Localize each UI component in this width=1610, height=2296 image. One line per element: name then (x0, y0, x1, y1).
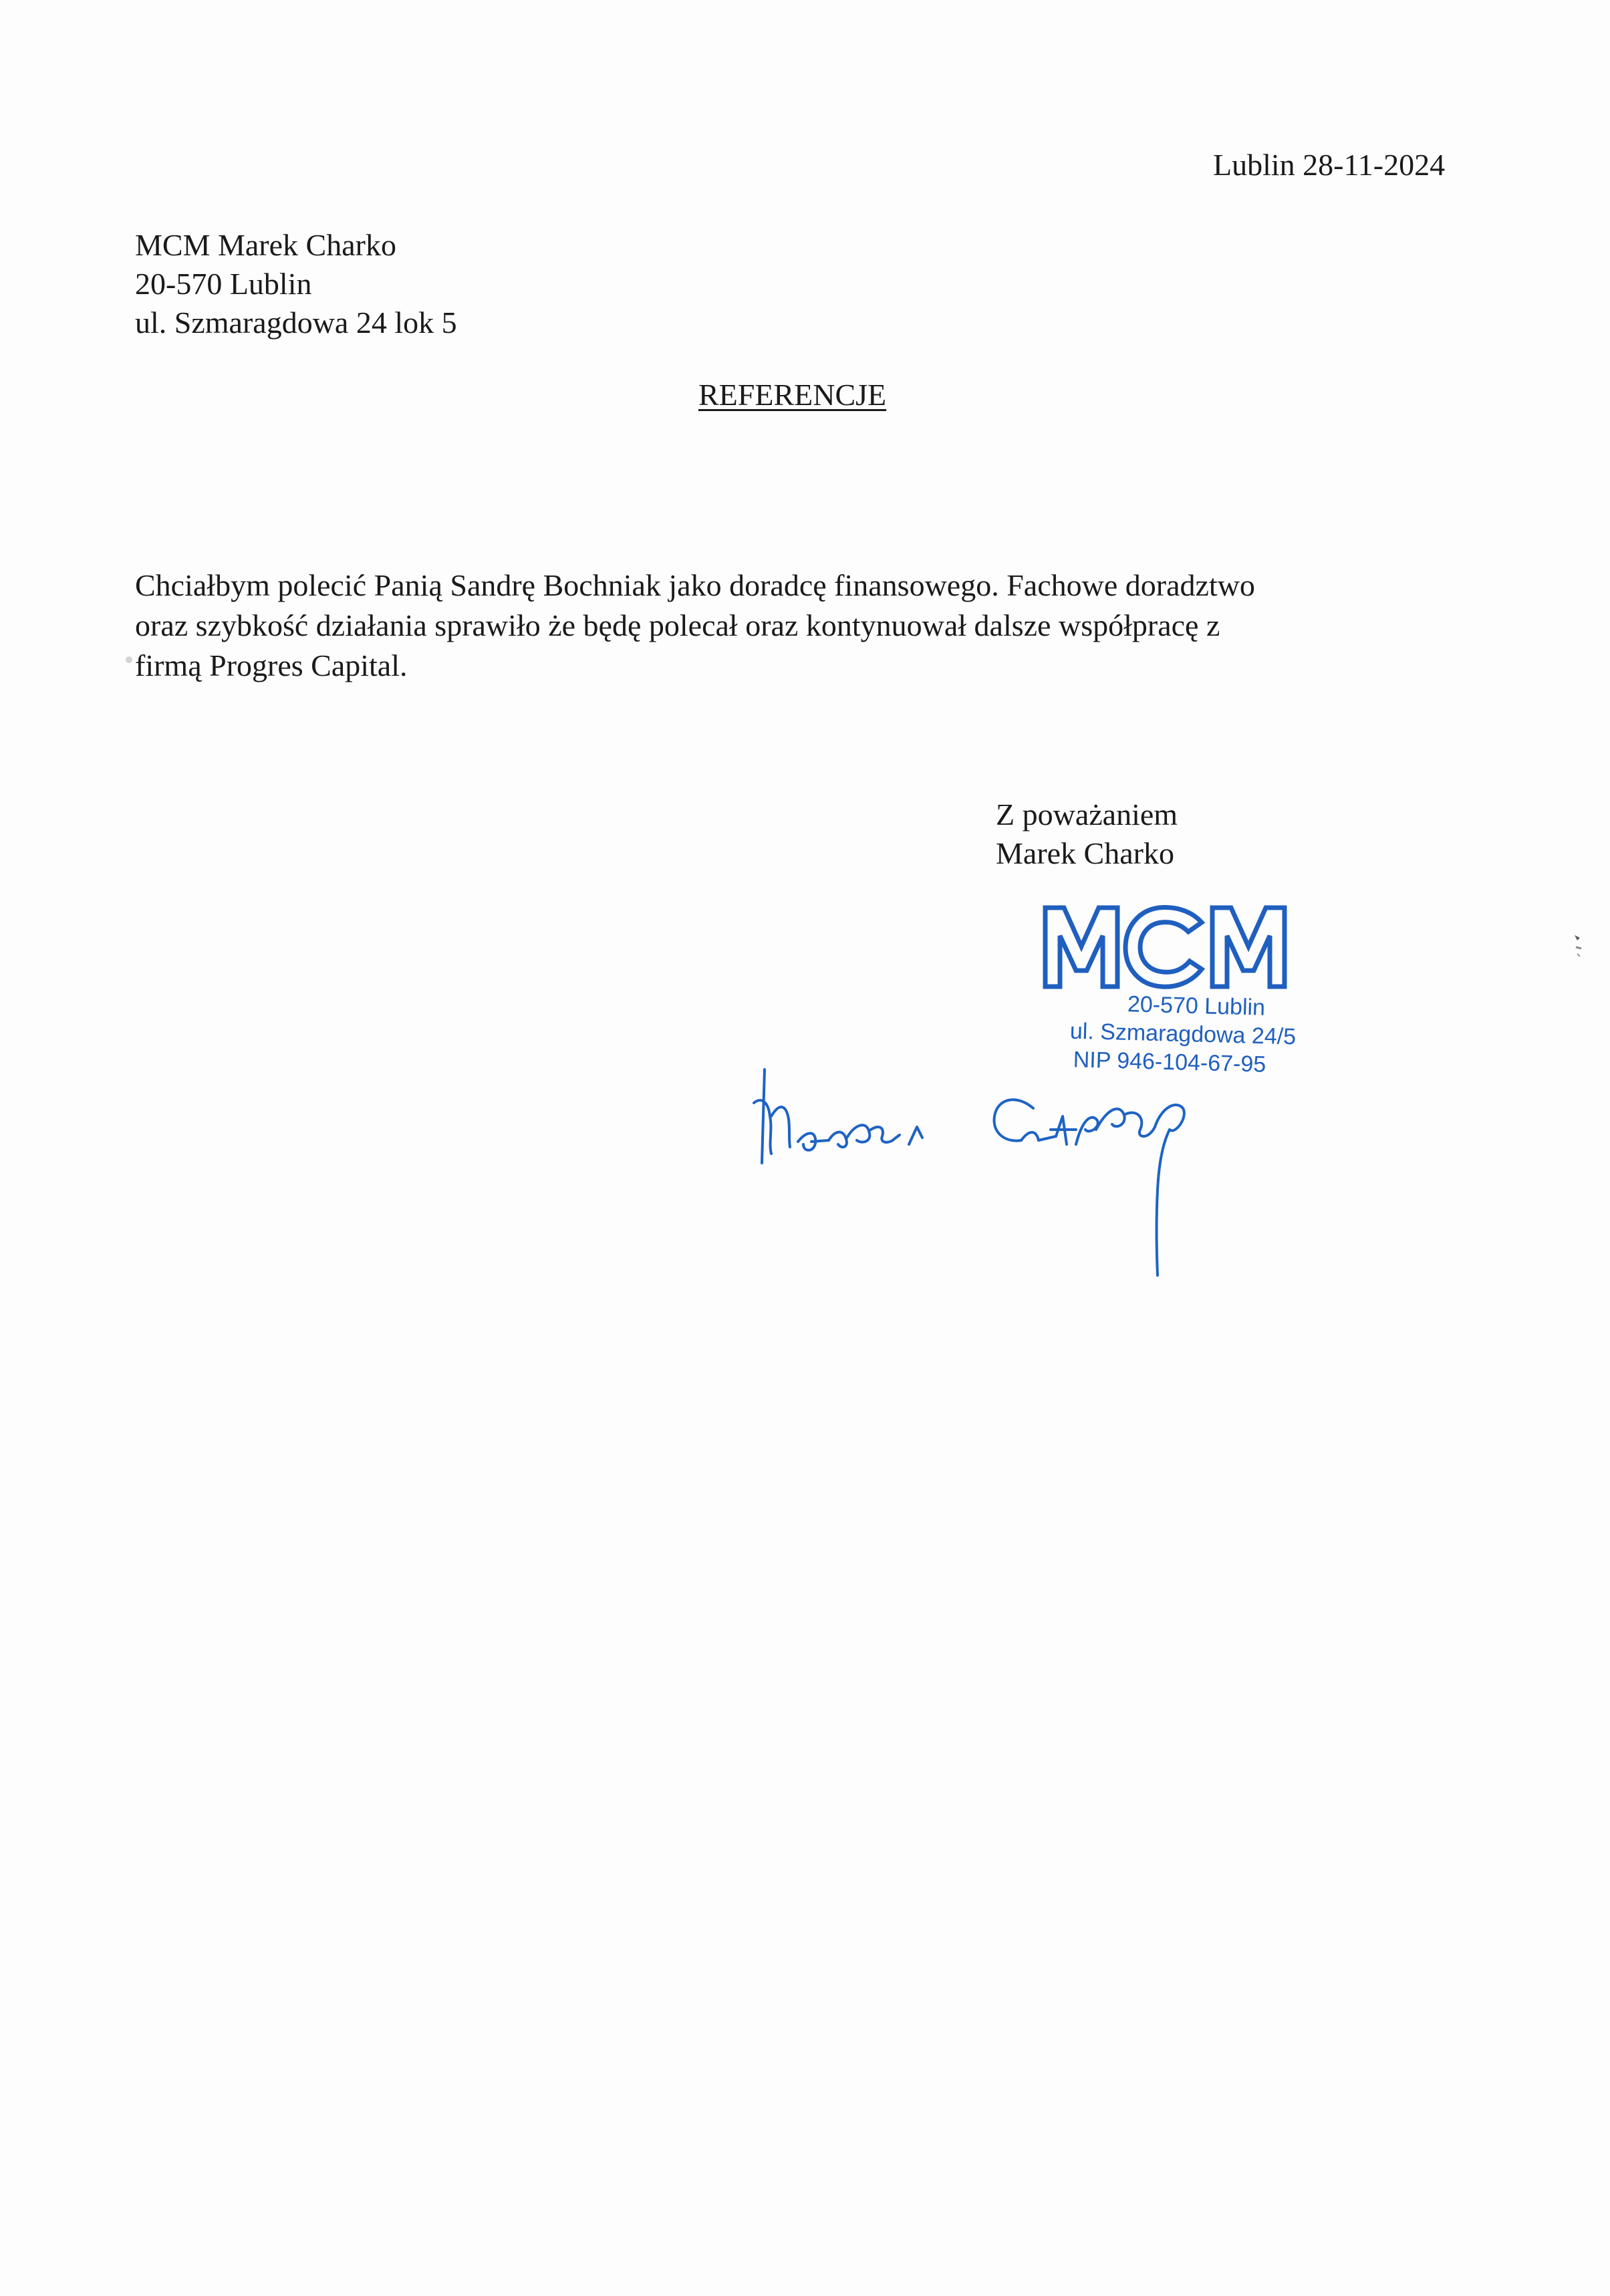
sender-name: MCM Marek Charko (135, 228, 396, 262)
closing-salutation: Z poważaniem (996, 797, 1178, 832)
page-mark (126, 656, 132, 663)
stamp-nip: NIP 946-104-67-95 (1073, 1047, 1266, 1077)
sender-address (135, 226, 457, 342)
stamp-postal: 20-570 Lublin (1127, 991, 1266, 1021)
sender-postal: 20-570 Lublin (135, 267, 312, 301)
place-date: Lublin 28-11-2024 (1213, 148, 1446, 182)
body-line: firmą Progres Capital. (135, 648, 408, 682)
closing-block (996, 795, 1178, 873)
sender-street: ul. Szmaragdowa 24 lok 5 (135, 305, 457, 340)
closing-name: Marek Charko (996, 836, 1174, 870)
body-line: oraz szybkość działania sprawiło że będę polecał oraz kontynuował dalsze współpracę z (135, 608, 1220, 642)
stamp-street: ul. Szmaragdowa 24/5 (1069, 1018, 1297, 1050)
body-line: Chciałbym polecić Panią Sandrę Bochniak jako doradcę finansowego. Fachowe doradztwo (135, 568, 1255, 602)
document-title: REFERENCJE (698, 378, 887, 412)
letter-body (135, 565, 1378, 686)
mcm-logo (1041, 902, 1293, 991)
handwritten-signature (742, 1029, 1437, 1283)
scan-artifact-icon (1573, 932, 1584, 959)
